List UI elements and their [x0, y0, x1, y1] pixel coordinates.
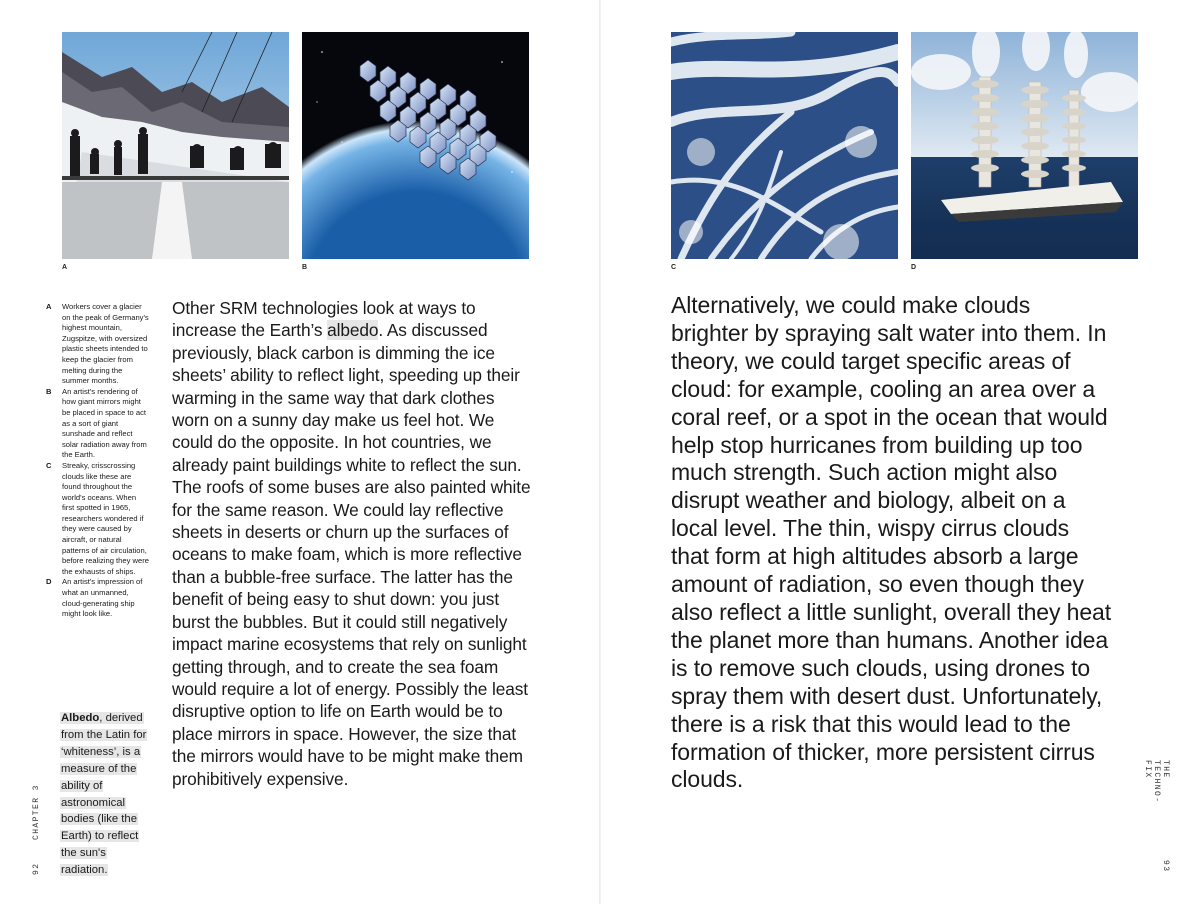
photo-b-space-mirrors	[302, 32, 529, 259]
photo-d-label: D	[911, 264, 917, 271]
folio-left-chapter: CHAPTER 3	[32, 784, 41, 840]
caption-d	[46, 577, 150, 619]
caption-a	[46, 302, 150, 387]
caption-text: Workers cover a glacier on the peak of Germany's highest mountain, Zugspitze, with oversized plastic sheets intended to keep the glacier from melting during the summer months.	[62, 302, 149, 386]
caption-text: An artist's rendering of how giant mirrors might be placed in space to act as a sort of giant sunshade and reflect solar radiation away from the Earth.	[62, 386, 147, 460]
folio-left-page-number: 92	[32, 862, 41, 875]
caption-text: An artist's impression of what an unmanned, cloud-generating ship might look like.	[62, 577, 143, 619]
photo-c-ship-tracks	[671, 32, 898, 259]
body-left-before: Other SRM technologies look at ways to increase the Earth’s	[172, 298, 476, 341]
photo-a-glacier	[62, 32, 289, 259]
caption-text: Streaky, crisscrossing clouds like these are found throughout the world's oceans. When first spotted in 1965, researchers wondered if they were caused by aircraft, or natural patterns of air circulation, before realizing they were the exhausts of ships.	[62, 460, 149, 576]
folio-right-section: THE TECHNO-FIX	[1143, 760, 1170, 804]
glossary-definition: , derived from the Latin for ‘whiteness’, is a measure of the ability of astronomical bodies (like the Earth) to reflect the sun's radiation.	[61, 712, 147, 877]
caption-letter: D	[46, 577, 52, 587]
body-left-after: . As discussed previously, black carbon is dimming the ice sheets’ ability to reflect light, speeding up their warming in the same way that dark clothes worn on a sunny day make us feel hot. We could do the opposite. In hot countries, we already paint buildings white to reflect the sun. The roofs of some buses are also painted white for the same reason. We could lay reflective sheets in deserts or churn up the surfaces of oceans to make foam, which is more reflective than a bubble-free surface. The latter has the benefit of being easy to shut down: you just burst the bubbles. But it could still negatively impact marine ecosystems that rely on sunlight getting through, and to create the sea foam would require a lot of energy. Possibly the least disruptive option to life on Earth would be to place mirrors in space. However, the size that the mirrors would have to be might make them prohibitively expensive.	[172, 320, 531, 789]
folio-right-page-number: 93	[1161, 860, 1170, 873]
albedo-highlight: albedo	[327, 320, 379, 341]
glossary-term: Albedo	[61, 712, 100, 724]
body-text-right: Alternatively, we could make clouds brighter by spraying salt water into them. In theory, we could target specific areas of cloud: for example, cooling an area over a coral reef, or a spot in the ocean that would help stop hurricanes from building up too much strength. Such action might also disrupt weather and biology, albeit on a local level. The thin, wispy cirrus clouds that form at high altitudes absorb a large amount of radiation, so even though they also reflect a little sunlight, overall they heat the planet more than humans. Another idea is to remove such clouds, using drones to spray them with desert dust. Unfortunately, there is a risk that this would lead to the formation of thicker, more persistent cirrus clouds.	[671, 292, 1112, 793]
photo-d-cloud-ship	[911, 32, 1138, 259]
glossary-albedo	[60, 710, 150, 879]
photo-a-label: A	[62, 264, 68, 271]
caption-letter: A	[46, 302, 52, 311]
photo-b-label: B	[302, 264, 308, 271]
caption-c	[46, 461, 150, 578]
photo-c-label: C	[671, 264, 677, 271]
gutter	[599, 0, 601, 904]
body-text-left	[172, 297, 532, 790]
photo-captions	[46, 302, 150, 620]
glossary-highlight	[60, 712, 147, 876]
caption-letter: C	[46, 460, 52, 470]
caption-b	[46, 387, 150, 461]
caption-letter: B	[46, 386, 52, 396]
